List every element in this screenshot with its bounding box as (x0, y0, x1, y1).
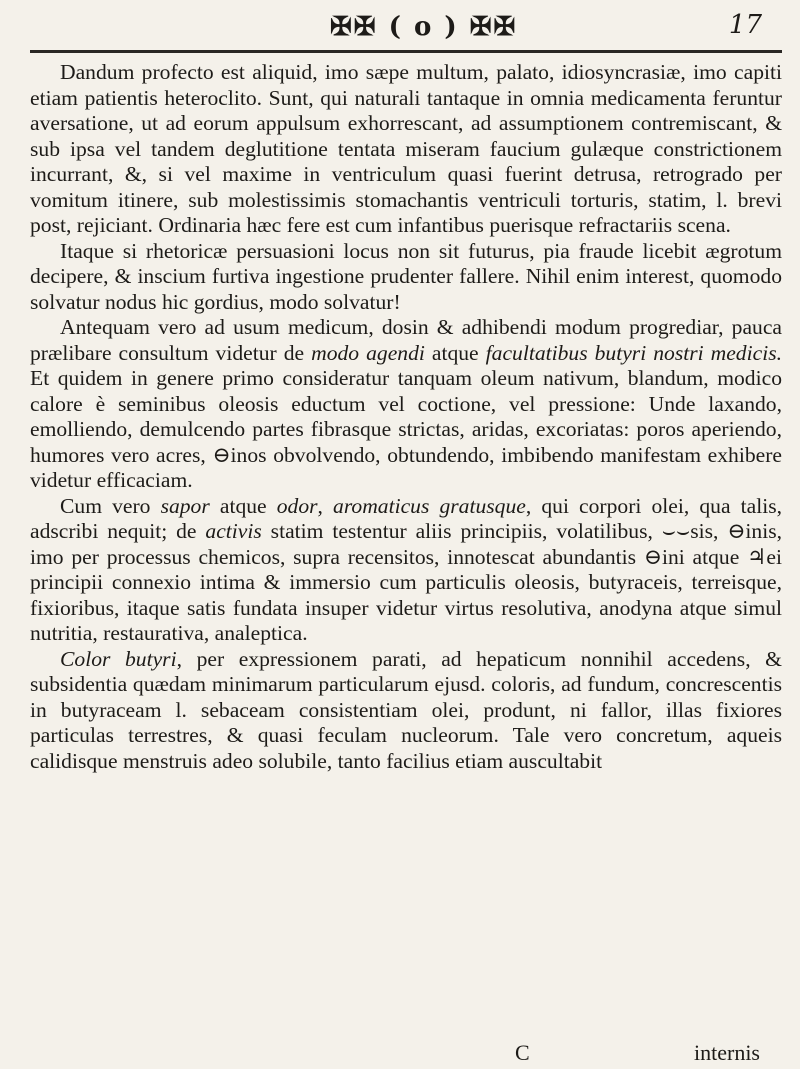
text-run: statim testentur aliis principiis, volatilibus, ⌣⌣sis, ⊖inis, imo per processus chemicos, supra recensitos, innotescat abundantis ⊖ini atque ♃ei principii connexio intima & immersio cum particulis oleosis, butyraceis, terreisque, fixioribus, itaque satis fundata insuper videtur virtus resolutiva, anodyna atque simul nutritia, restaurativa, analeptica. (30, 519, 783, 645)
italic-text: aromaticus gratusque (333, 493, 526, 518)
text-run: atque (209, 493, 277, 518)
paragraph (30, 494, 782, 647)
text-run: , (317, 493, 334, 518)
text-run: Et quidem in genere primo consideratur tanquam oleum nativum, blandum, modico calore è seminibus oleosis eductum vel coctione, vel pressione: Unde laxando, emolliendo, demulcendo partes fibrasque strictas, aridas, excoriatas: poros aperiendo, humores vero acres, ⊖inos obvolvendo, obtundendo, imbibendo manifestam exhibere videtur efficaciam. (30, 366, 782, 492)
text-run: atque (424, 340, 486, 365)
text-run: Antequam vero ad usum medicum, dosin & adhibendi modum progrediar, pauca prælibare consultum videtur de (30, 315, 782, 365)
paragraph (30, 315, 782, 494)
text-run: , qui corpori olei, qua talis, adscribi nequit; de (30, 493, 783, 543)
paragraph (30, 60, 782, 239)
header-rule (30, 50, 782, 53)
body-text (30, 60, 782, 774)
text-run: Itaque si rhetoricæ persuasioni locus non sit futurus, pia fraude licebit ægrotum decipere, & inscium furtiva ingestione prudenter fallere. Nihil enim interest, quomodo solvatur nodus hic gordius, modo solvatur! (30, 238, 782, 314)
text-run: , per expressionem parati, ad hepaticum nonnihil accedens, & subsidentia quædam minimarum particularum ejusd. coloris, ad fundum, concrescentis in butyraceam l. sebaceam consistentiam olei, produnt, ni fallor, illas fixiores particulas terrestres, & quasi feculam nucleorum. Tale vero concretum, aqueis calidisque menstruis adeo solubile, tanto facilius etiam auscultabit (30, 646, 782, 773)
catchword: internis (694, 1040, 760, 1065)
italic-text: sapor (160, 493, 210, 518)
paragraph (30, 239, 782, 316)
italic-text: Color butyri (60, 646, 177, 671)
text-run: Dandum profecto est aliquid, imo sæpe multum, palato, idiosyncrasiæ, imo capiti etiam patientis heteroclito. Sunt, qui naturali tantaque in omnia medicamenta feruntur aversatione, ut ad eorum appulsum exhorrescant, ad assumptionem contremiscant, & sub ipsa vel tandem deglutitione tentata miseram faucium gulæque constrictionem incurrant, &, si vel maxime in ventriculum quasi fuerint detrusa, retrogrado per vomitum itinere, sub molestissimis stomachantis ventriculi torturis, statim, l. brevi post, rejiciant. Ordinaria hæc fere est cum infantibus puerisque refractariis scena. (30, 60, 782, 237)
running-header (0, 8, 800, 48)
signature-mark: C (515, 1040, 530, 1065)
italic-text: odor (276, 493, 318, 518)
italic-text: modo agendi (311, 340, 425, 365)
page-number: 17 (728, 10, 762, 40)
italic-text: facultatibus butyri nostri medicis. (485, 340, 782, 365)
header-ornament: ✠✠ ( o ) ✠✠ (330, 12, 518, 42)
text-run: Cum vero (60, 493, 161, 518)
paragraph (30, 647, 782, 775)
italic-text: activis (205, 519, 262, 543)
page-footer (0, 1040, 800, 1066)
